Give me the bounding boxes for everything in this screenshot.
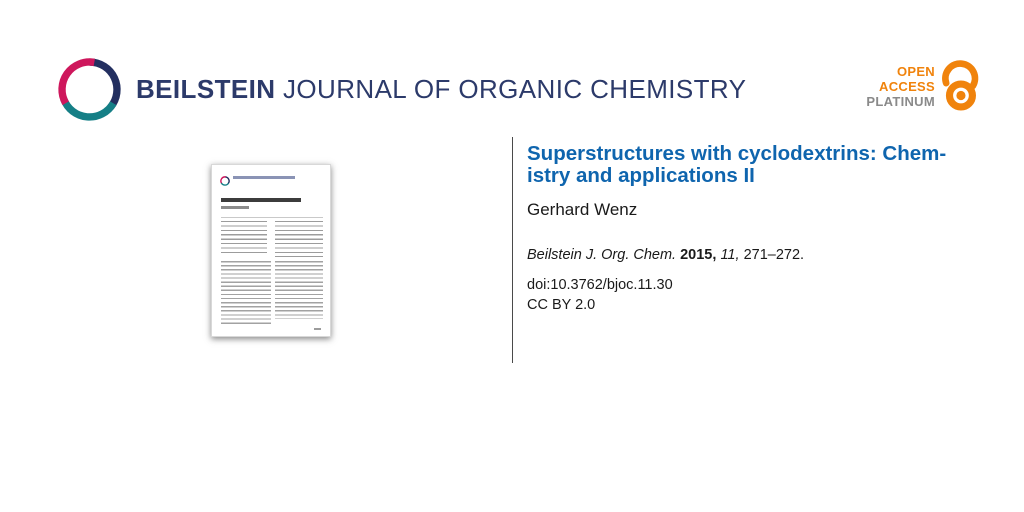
thumbnail-divider [221,217,323,218]
thumbnail-journal-name-bar [233,176,295,179]
journal-name-beilstein: BEILSTEIN [136,74,276,104]
article-citation [527,247,804,263]
thumbnail-body-right-column [275,261,323,319]
open-access-label [820,64,935,109]
article-title[interactable] [527,143,977,186]
thumbnail-body-left-column [221,261,271,325]
open-access-lock-icon [939,57,981,113]
citation-journal: Beilstein J. Org. Chem. [527,247,677,263]
citation-year: 2015, [680,247,717,263]
citation-volume: 11, [720,247,740,263]
thumbnail-title-bar [221,198,301,202]
open-access-line2: ACCESS [879,79,935,94]
vertical-divider [512,137,513,363]
article-author: Gerhard Wenz [527,200,638,219]
open-access-line3: PLATINUM [866,94,935,109]
thumbnail-abstract-right-column [275,221,323,257]
beilstein-logo-icon [56,56,123,123]
article-first-page-thumbnail[interactable] [211,164,331,337]
thumbnail-beilstein-logo-icon [220,173,230,183]
thumbnail-page-number [314,328,321,330]
thumbnail-author-bar [221,206,249,209]
journal-name-subtitle: JOURNAL OF ORGANIC CHEMISTRY [275,74,747,104]
article-title-line1: Superstructures with cyclodextrins: Chem- [527,142,947,165]
article-doi[interactable]: doi:10.3762/bjoc.11.30 [527,277,673,293]
article-title-line2: istry and applications II [527,163,755,187]
journal-name [136,74,746,104]
article-license: CC BY 2.0 [527,297,596,313]
open-access-line1: OPEN [896,64,935,79]
citation-pages: 271–272. [743,247,805,263]
thumbnail-abstract-left-column [221,221,267,253]
